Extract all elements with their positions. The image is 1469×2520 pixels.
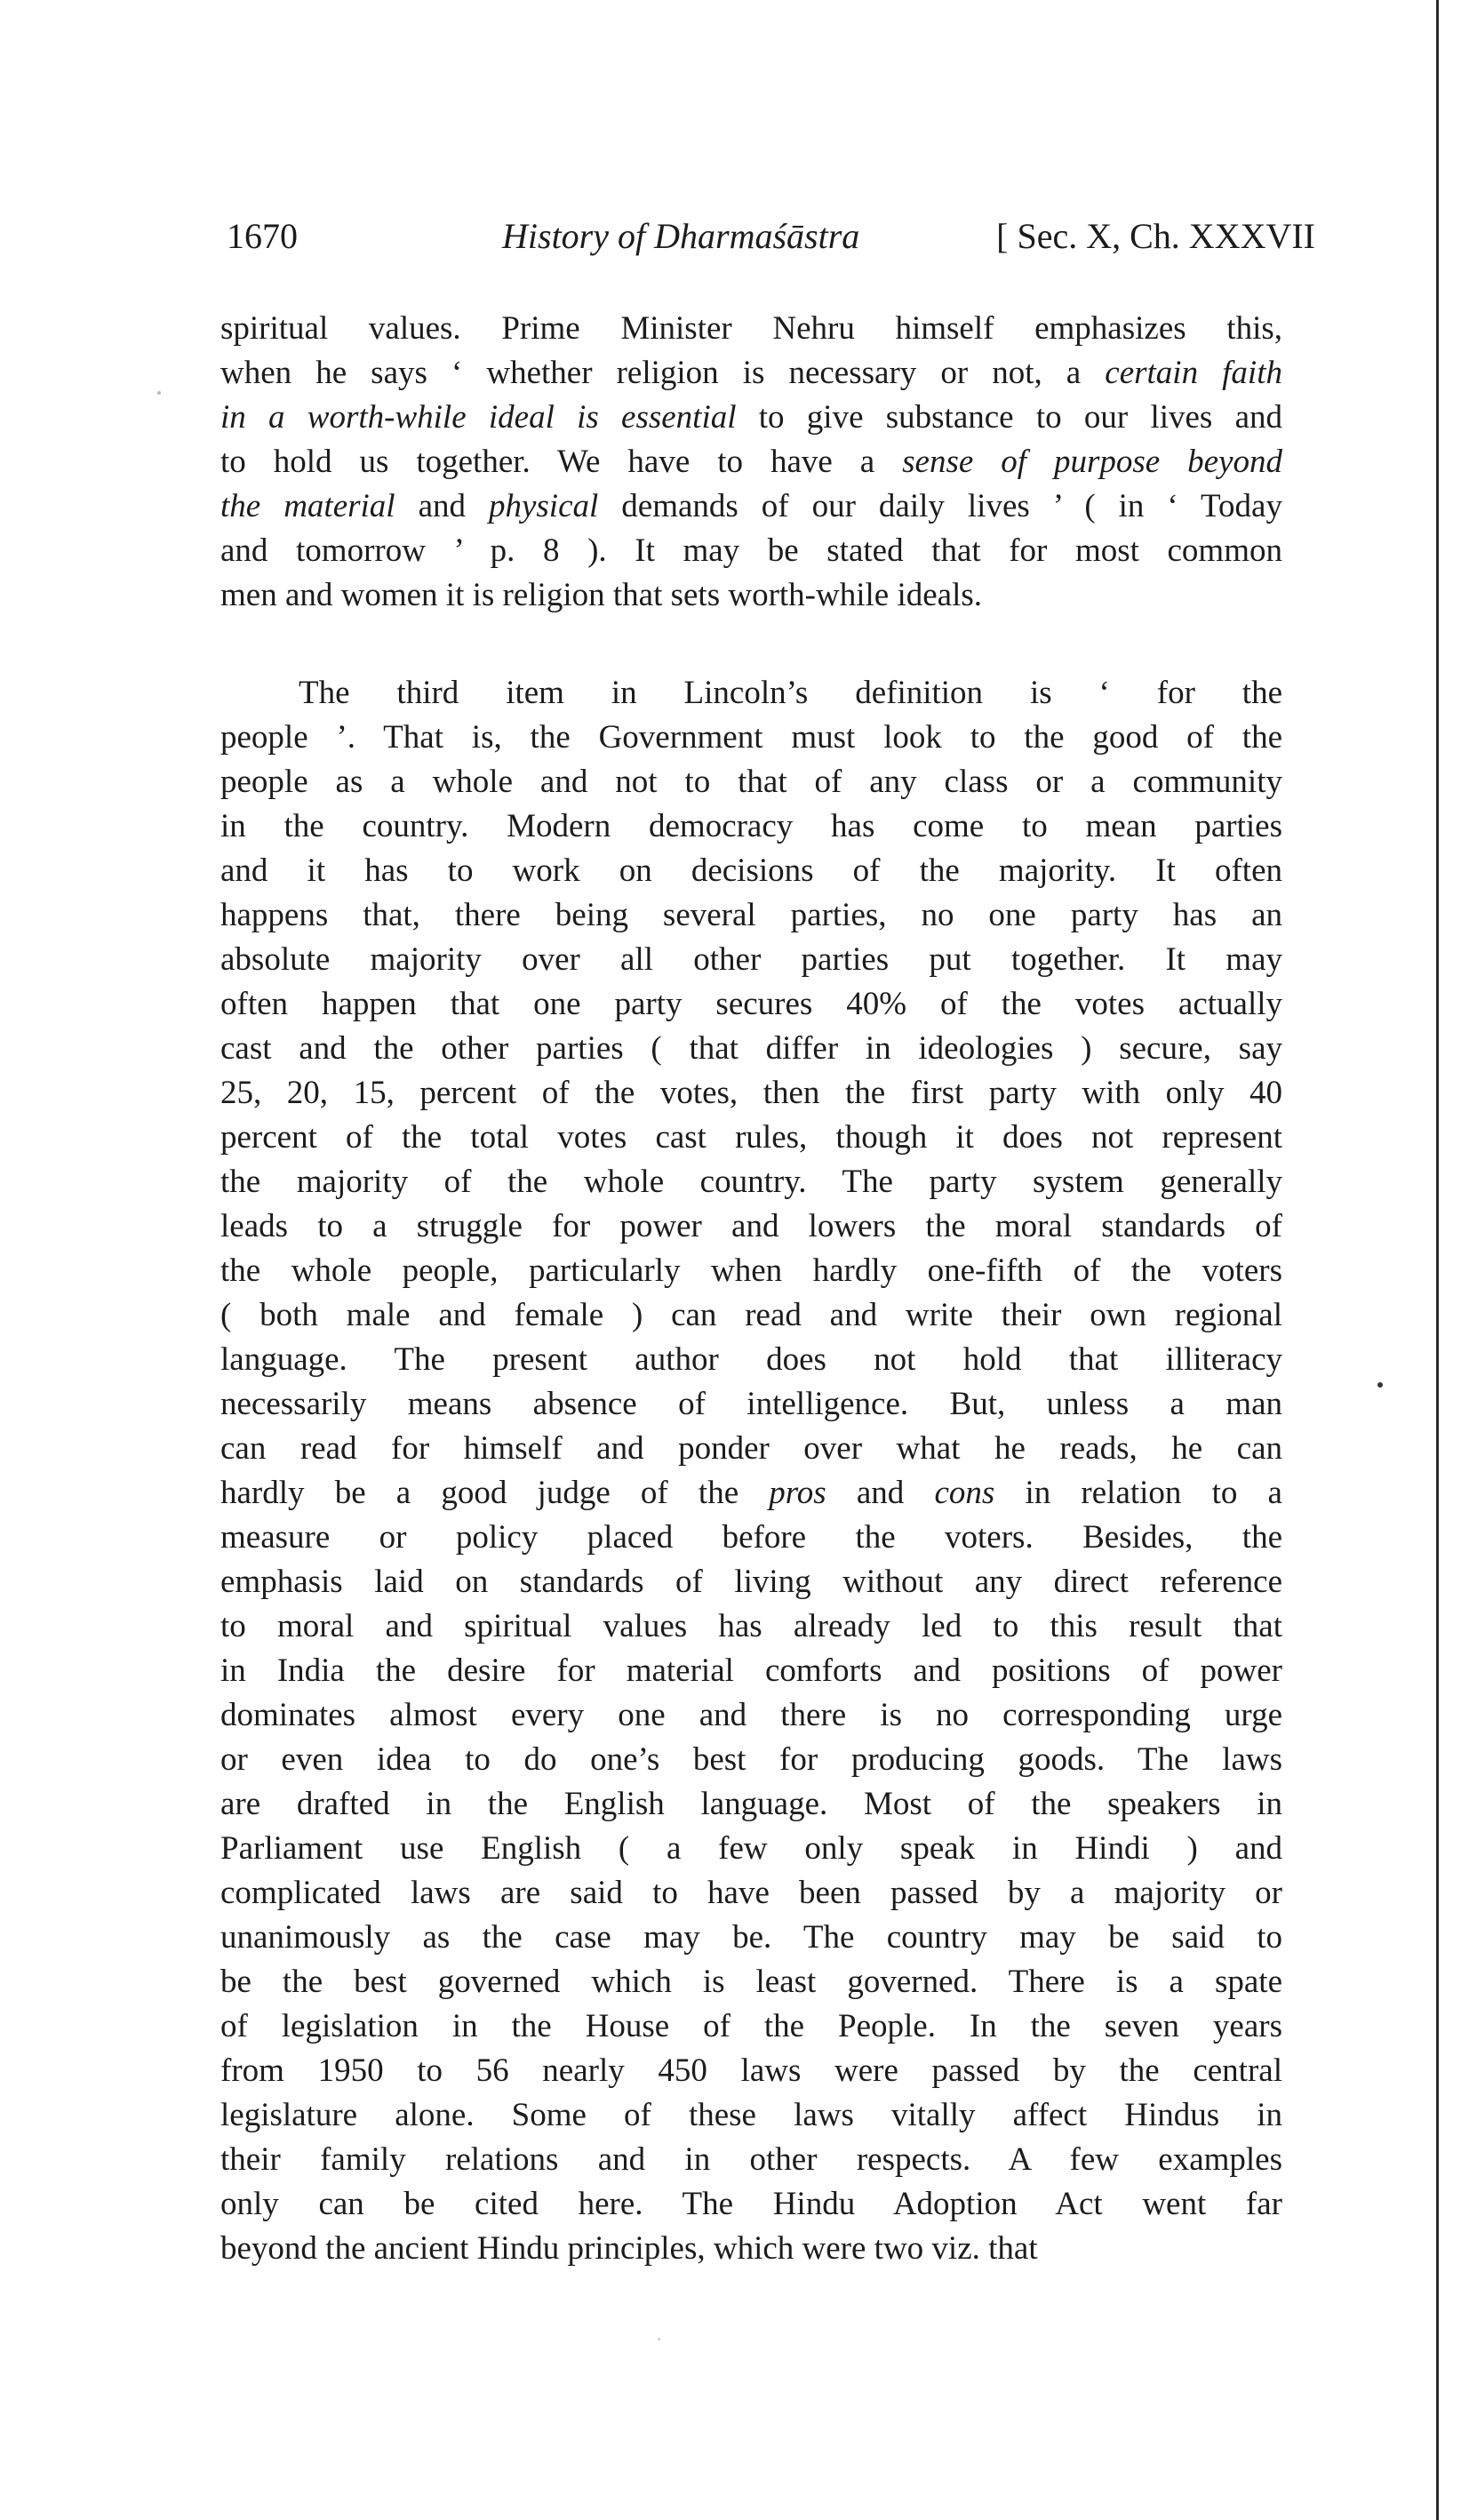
text-line: the material and physical demands of our daily lives ’ ( in ‘ Today [220, 488, 1282, 524]
text-line: often happen that one party secures 40% of the votes actually [220, 986, 1282, 1022]
text-line: 25, 20, 15, percent of the votes, then the first party with only 40 [220, 1075, 1282, 1111]
text-line: the majority of the whole country. The party system generally [220, 1164, 1282, 1200]
paragraph-2 [220, 671, 1282, 2271]
text-line: absolute majority over all other parties put together. It may [220, 941, 1282, 978]
running-header [227, 215, 1315, 268]
text-line: leads to a struggle for power and lowers the moral standards of [220, 1208, 1282, 1244]
text-line: percent of the total votes cast rules, though it does not represent [220, 1119, 1282, 1156]
text-line: emphasis laid on standards of living without any direct reference [220, 1564, 1282, 1600]
text-line: only can be cited here. The Hindu Adoption Act went far [220, 2186, 1282, 2222]
section-bracket: [ [996, 216, 1009, 256]
text-line: The third item in Lincoln’s definition is ‘ for the [299, 675, 1282, 711]
text-line: happens that, there being several parties, no one party has an [220, 897, 1282, 933]
text-line: in India the desire for material comforts and positions of power [220, 1652, 1282, 1689]
page-edge-line [1436, 0, 1439, 2520]
text-line: in a worth-while ideal is essential to give substance to our lives and [220, 399, 1282, 436]
text-line: and tomorrow ’ p. 8 ). It may be stated that for most common [220, 532, 1282, 569]
text-line: necessarily means absence of intelligence. But, unless a man [220, 1386, 1282, 1422]
text-line: from 1950 to 56 nearly 450 laws were passed by the central [220, 2052, 1282, 2089]
text-line: are drafted in the English language. Most of the speakers in [220, 1786, 1282, 1822]
text-line: complicated laws are said to have been passed by a majority or [220, 1875, 1282, 1911]
text-line: dominates almost every one and there is no corresponding urge [220, 1697, 1282, 1733]
text-line: men and women it is religion that sets worth-while ideals. [220, 577, 982, 613]
text-line: measure or policy placed before the voters. Besides, the [220, 1519, 1282, 1556]
text-line: beyond the ancient Hindu principles, which were two viz. that [220, 2230, 1038, 2267]
speck-mark [1377, 1382, 1383, 1388]
text-line: when he says ‘ whether religion is necessary or not, a certain faith [220, 355, 1282, 391]
speck-mark [157, 391, 161, 395]
text-line: unanimously as the case may be. The country may be said to [220, 1919, 1282, 1956]
text-line: to hold us together. We have to have a sense of purpose beyond [220, 444, 1282, 480]
text-line: or even idea to do one’s best for producing goods. The laws [220, 1741, 1282, 1778]
text-line: be the best governed which is least governed. There is a spate [220, 1964, 1282, 2000]
text-line: hardly be a good judge of the pros and cons in relation to a [220, 1475, 1282, 1511]
page-number: 1670 [227, 216, 298, 256]
paragraph-gap [220, 618, 1282, 671]
text-line: of legislation in the House of the People. In the seven years [220, 2008, 1282, 2044]
text-line: people as a whole and not to that of any class or a community [220, 764, 1282, 800]
text-line: and it has to work on decisions of the majority. It often [220, 852, 1282, 889]
paragraph-1 [220, 307, 1282, 618]
text-line: in the country. Modern democracy has come to mean parties [220, 808, 1282, 844]
text-line: can read for himself and ponder over what he reads, he can [220, 1430, 1282, 1467]
text-line: to moral and spiritual values has already led to this result that [220, 1608, 1282, 1644]
text-line: Parliament use English ( a few only speak in Hindi ) and [220, 1830, 1282, 1867]
section-text: Sec. X, Ch. XXXVII [1017, 216, 1315, 256]
speck-mark [658, 2338, 660, 2340]
text-line: the whole people, particularly when hardly one-fifth of the voters [220, 1252, 1282, 1289]
text-line: their family relations and in other respects. A few examples [220, 2141, 1282, 2178]
text-line: spiritual values. Prime Minister Nehru himself emphasizes this, [220, 310, 1282, 347]
text-line: cast and the other parties ( that differ in ideologies ) secure, say [220, 1030, 1282, 1067]
text-line: legislature alone. Some of these laws vitally affect Hindus in [220, 2097, 1282, 2133]
text-line: people ’. That is, the Government must look to the good of the [220, 719, 1282, 756]
text-line: ( both male and female ) can read and write their own regional [220, 1297, 1282, 1333]
running-title: History of Dharmaśāstra [502, 216, 860, 256]
section-reference [996, 215, 1315, 257]
text-line: language. The present author does not hold that illiteracy [220, 1341, 1282, 1378]
body-text [220, 307, 1282, 2271]
